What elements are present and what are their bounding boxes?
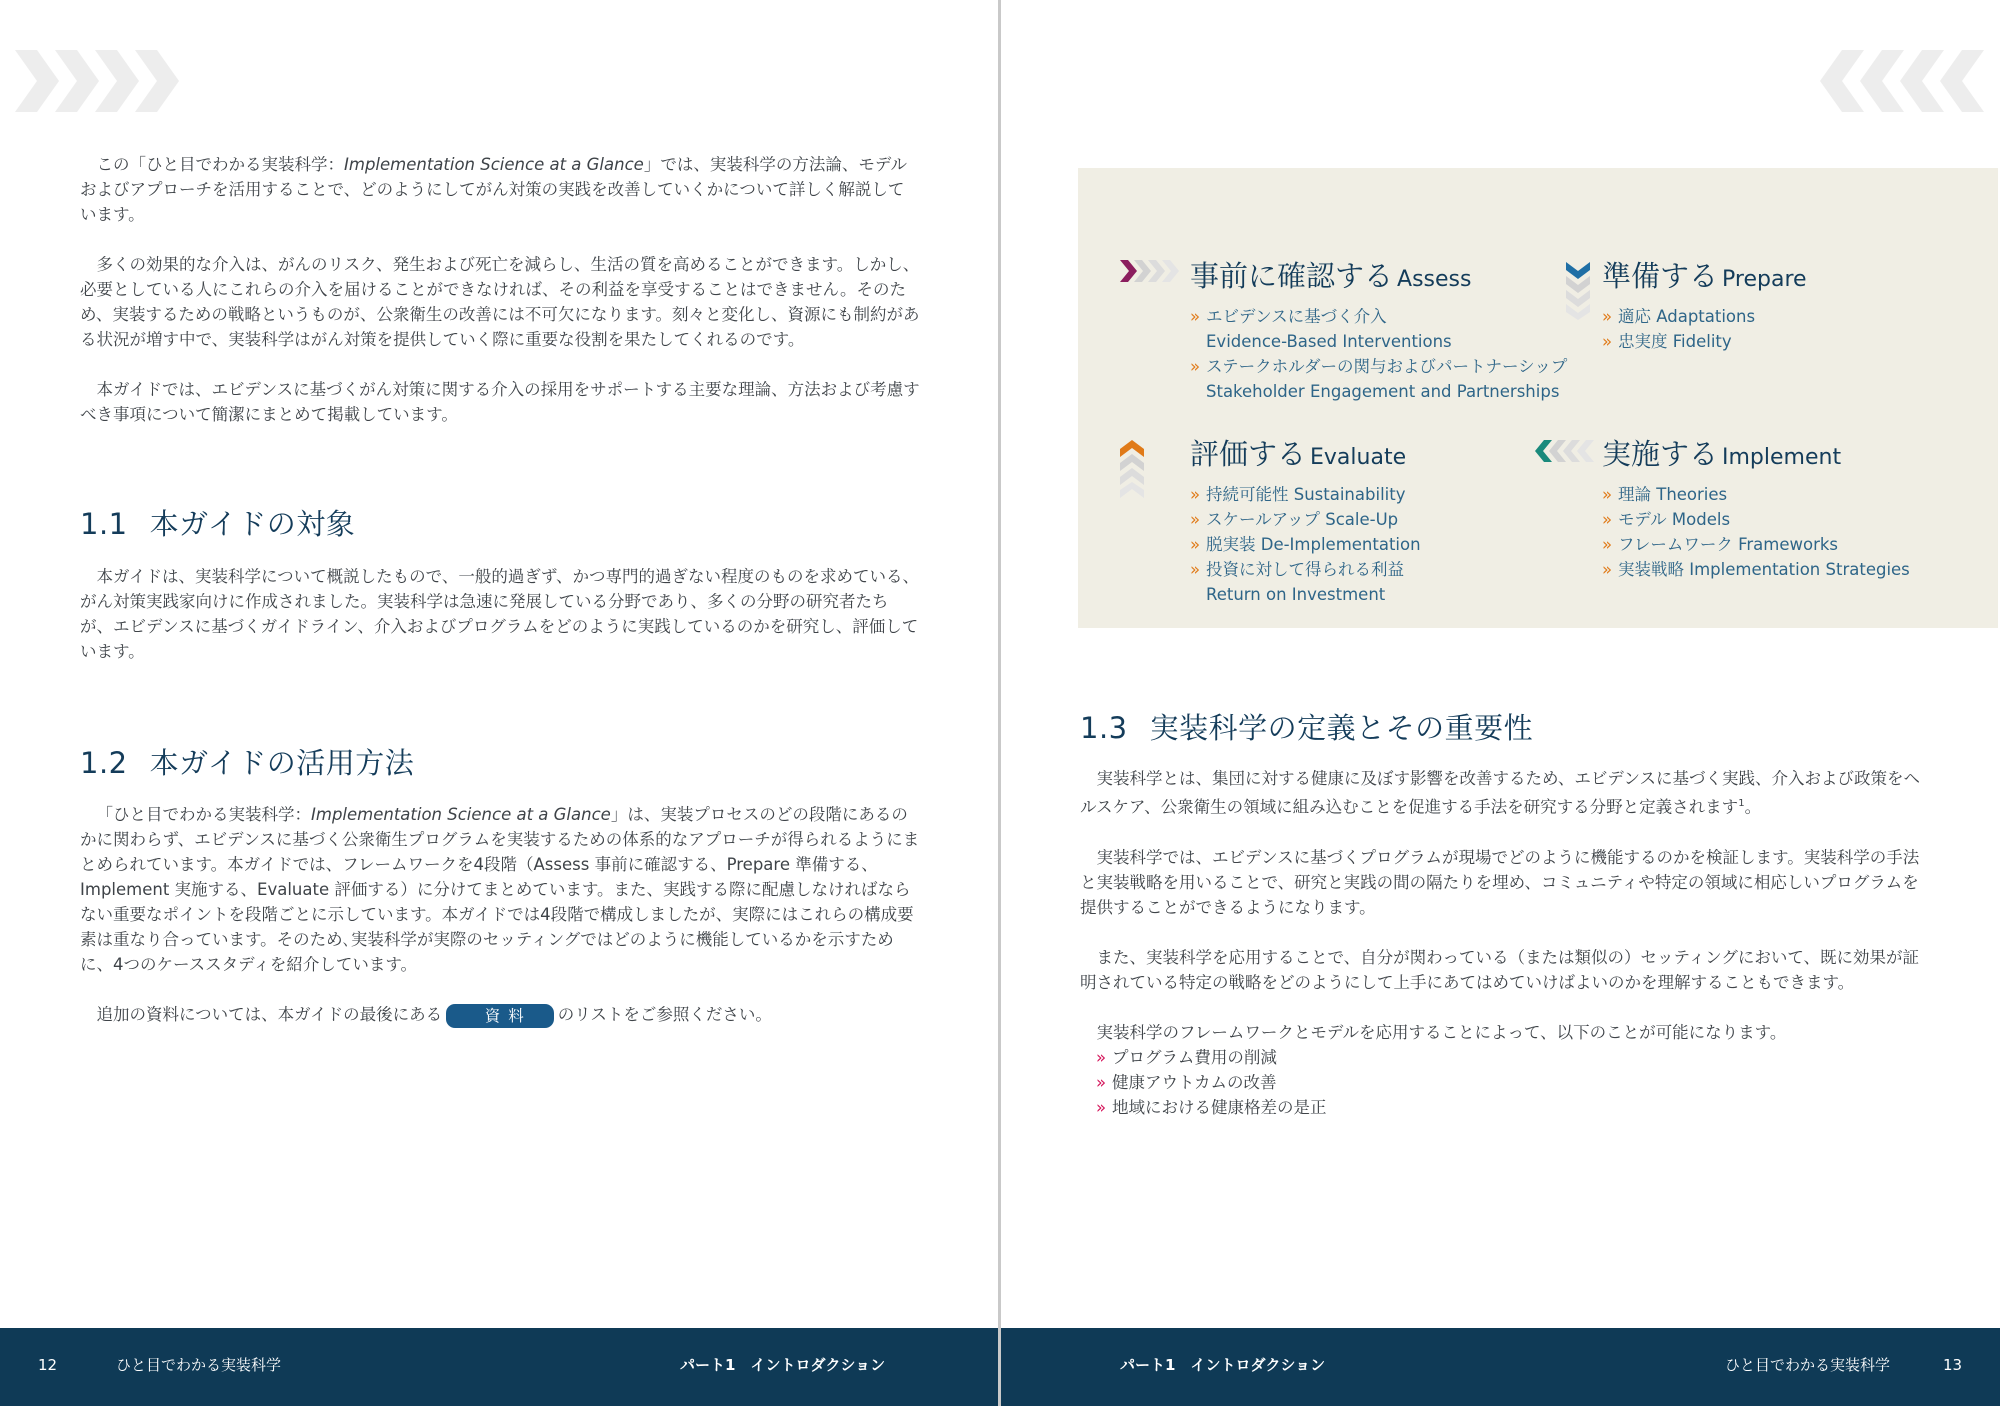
assess-item: » エビデンスに基づく介入 Evidence-Based Interventions xyxy=(1190,304,1567,354)
chevron-left-decoration-icon xyxy=(1814,50,1984,112)
evaluate-item: » 脱実装 De-Implementation xyxy=(1190,532,1421,557)
section-1-3-body: 実装科学とは、集団に対する健康に及ぼす影響を改善するため、エビデンスに基づく実践、介入および政策をヘルスケア、公衆衛生の領域に組み込むことを促進する手法を研究する分野と定義されます$^1$。 実装科学では、エビデンスに基づくプログラムが現場でどのように機能するのかを検証します。実装科学の手法と実装戦略を用いることで、研究と実践の間の隔たりを埋め、コミュニティや特定の領域に相応しいプログラムを提供することができるようになります。 また、実装科学を応用することで、自分が関わっている（または類似の）セッティングにおいて、既に効果が証明されている特定の戦略をどのようにして上手にあてはめていけばよいのかを理解することもできます。 実装科学のフレームワークとモデルを応用することによって、以下のことが可能になります。 » プログラム費用の削減 » 健康アウトカムの改善 » 地域における健康格差の是正 xyxy=(1080,766,1922,1120)
footer-book-title-right: ひと目でわかる実装科学 xyxy=(1725,1356,1891,1374)
left-footer xyxy=(0,1328,998,1406)
section-1-1-body: 本ガイドは、実装科学について概説したもので、一般的過ぎず、かつ専門的過ぎない程度のものを求めている、がん対策実践家向けに作成されました。実装科学は急速に発展している分野であり、多くの分野の研究者たちが、エビデンスに基づくガイドライン、介入およびプログラムをどのように実践しているのかを研究し、評価しています。 xyxy=(80,567,920,661)
section-1-1-heading: 1.1 本ガイドの対象 xyxy=(80,507,356,541)
implement-item: » 実装戦略 Implementation Strategies xyxy=(1602,557,1910,582)
implement-chevron-icon xyxy=(1532,440,1594,462)
intro-text xyxy=(80,152,920,427)
implement-quadrant: 実施する Implement » 理論 Theories » モデル Models » フレームワーク Frameworks » 実装戦略 Implementation Strategies xyxy=(1602,434,1910,582)
prepare-chevron-icon xyxy=(1566,262,1590,320)
page-number-right: 13 xyxy=(1943,1356,1963,1374)
footer-book-title-left: ひと目でわかる実装科学 xyxy=(116,1356,282,1374)
prepare-item: » 忠実度 Fidelity xyxy=(1602,329,1807,354)
benefits-list xyxy=(1080,1045,1922,1120)
right-footer xyxy=(1001,1328,2000,1406)
benefit-item: » 健康アウトカムの改善 xyxy=(1096,1070,1922,1095)
intro-paragraph-3: 本ガイドでは、エビデンスに基づくがん対策に関する介入の採用をサポートする主要な理論、方法および考慮すべき事項について簡潔にまとめて掲載しています。 xyxy=(80,380,920,424)
evaluate-item: » 持続可能性 Sustainability xyxy=(1190,482,1421,507)
footer-section-left: パート1 イントロダクション xyxy=(680,1356,886,1374)
footer-section-right: パート1 イントロダクション xyxy=(1120,1356,1326,1374)
chevron-right-decoration-icon xyxy=(15,50,185,112)
assess-quadrant: 事前に確認する Assess » エビデンスに基づく介入 Evidence-Based Interventions » ステークホルダーの関与およびパートナーシップ Stakeholder Engagement and Partnerships xyxy=(1190,256,1567,404)
left-page xyxy=(0,0,998,1406)
assess-item: » ステークホルダーの関与およびパートナーシップ Stakeholder Engagement and Partnerships xyxy=(1190,354,1567,404)
evaluate-item: » スケールアップ Scale-Up xyxy=(1190,507,1421,532)
prepare-quadrant: 準備する Prepare » 適応 Adaptations » 忠実度 Fidelity xyxy=(1602,256,1807,354)
framework-overview-box xyxy=(1078,168,1998,628)
evaluate-chevron-icon xyxy=(1120,440,1144,498)
page-number-left: 12 xyxy=(38,1356,58,1374)
benefit-item: » 地域における健康格差の是正 xyxy=(1096,1095,1922,1120)
implement-item: » 理論 Theories xyxy=(1602,482,1910,507)
evaluate-quadrant: 評価する Evaluate » 持続可能性 Sustainability » スケールアップ Scale-Up » 脱実装 De-Implementation » 投資に対して得られる利益 Return on Investment xyxy=(1190,434,1421,607)
section-1-3-heading: 1.3 実装科学の定義とその重要性 xyxy=(1080,711,1534,745)
assess-chevron-icon xyxy=(1120,260,1182,282)
section-1-2-heading: 1.2 本ガイドの活用方法 xyxy=(80,746,415,780)
evaluate-item: » 投資に対して得られる利益 Return on Investment xyxy=(1190,557,1421,607)
resource-sentence: 追加の資料については、本ガイドの最後にある 資料 のリストをご参照ください。 xyxy=(80,1002,920,1028)
section-1-2-body: 「ひと目でわかる実装科学：Implementation Science at a Glance」は、実装プロセスのどの段階にあるのかに関わらず、エビデンスに基づく公衆衛生プログラムを実装するための体系的なアプローチが得られるようにまとめられています。本ガイドでは、フレームワークを4段階（Assess 事前に確認する、Prepare 準備する、Implement 実施する、Evaluate 評価する）に分けてまとめています。また、実践する際に配慮しなければならない重要なポイントを段階ごとに示しています。本ガイドでは4段階で構成しましたが、実際にはこれらの構成要素は重なり合っています。そのため､実装科学が実際のセッティングではどのように機能しているかを示すために、4つのケーススタディを紹介しています。 追加の資料については、本ガイドの最後にある 資料 のリストをご参照ください。 xyxy=(80,802,920,1028)
implement-item: » モデル Models xyxy=(1602,507,1910,532)
prepare-item: » 適応 Adaptations xyxy=(1602,304,1807,329)
intro-paragraph-1: この「ひと目でわかる実装科学：Implementation Science at a Glance」では、実装科学の方法論、モデルおよびアプローチを活用することで、どのようにしてがん対策の実践を改善していくかについて詳しく解説しています。 xyxy=(80,155,907,224)
resources-link-button[interactable]: 資料 xyxy=(446,1004,554,1028)
intro-paragraph-2: 多くの効果的な介入は、がんのリスク、発生および死亡を減らし、生活の質を高めることができます。しかし、必要としている人にこれらの介入を届けることができなければ、その利益を享受することはできません。そのため、実装するための戦略というものが、公衆衛生の改善には不可欠になります。刻々と変化し、資源にも制約がある状況が増す中で、実装科学はがん対策を提供していく際に重要な役割を果たしてくれるのです。 xyxy=(80,255,920,349)
implement-item: » フレームワーク Frameworks xyxy=(1602,532,1910,557)
benefit-item: » プログラム費用の削減 xyxy=(1096,1045,1922,1070)
